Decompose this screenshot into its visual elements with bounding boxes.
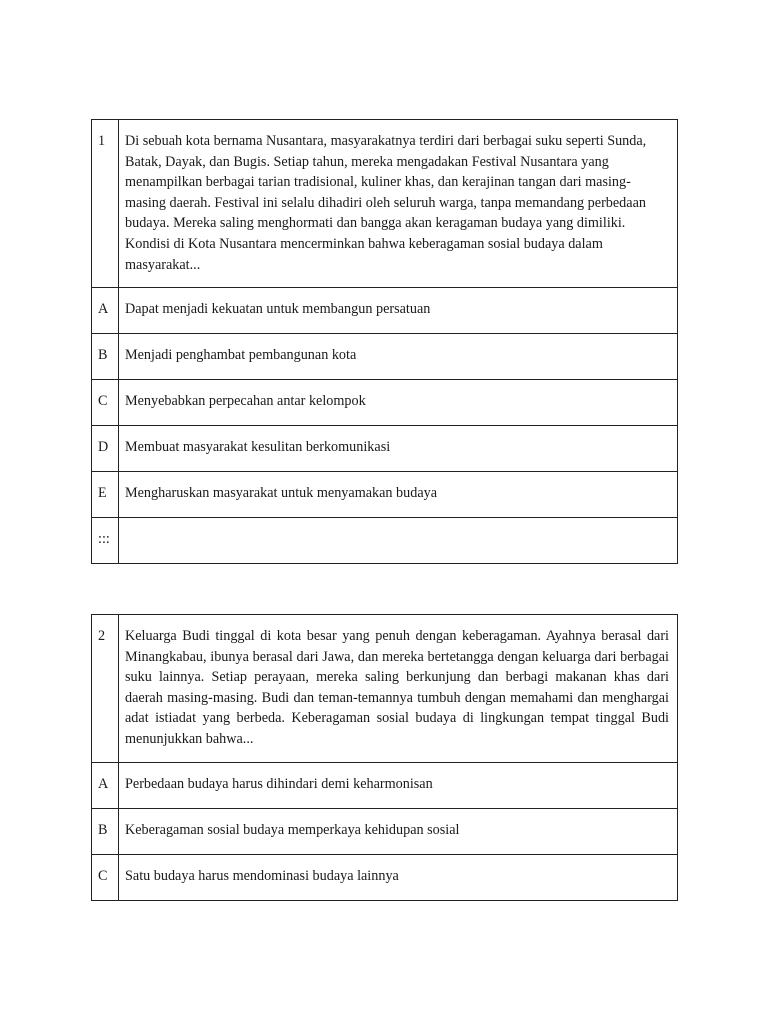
question-stem-row [92, 615, 678, 763]
question-stem: Di sebuah kota bernama Nusantara, masyarakatnya terdiri dari berbagai suku seperti Sunda, Batak, Dayak, dan Bugis. Setiap tahun, mereka mengadakan Festival Nusantara yang menampilkan berbagai tarian tradisional, kuliner khas, dan kerajinan tangan dari masing-masing daerah. Festival ini selalu dihadiri oleh seluruh warga, tanpa memandang perbedaan budaya. Mereka saling menghormati dan bangga akan keragaman budaya yang dimiliki. Kondisi di Kota Nusantara mencerminkan bahwa keberagaman sosial budaya dalam masyarakat... [119, 120, 678, 288]
option-text: Dapat menjadi kekuatan untuk membangun persatuan [119, 288, 678, 334]
question-number: 2 [92, 615, 119, 763]
option-row-d[interactable] [92, 426, 678, 472]
option-row-b[interactable] [92, 808, 678, 854]
option-row-a[interactable] [92, 288, 678, 334]
option-text: Membuat masyarakat kesulitan berkomunikasi [119, 426, 678, 472]
option-text: Menyebabkan perpecahan antar kelompok [119, 380, 678, 426]
option-text: Satu budaya harus mendominasi budaya lainnya [119, 854, 678, 900]
option-row-b[interactable] [92, 334, 678, 380]
option-letter: A [92, 762, 119, 808]
empty-option-cell [119, 518, 678, 564]
option-text: Keberagaman sosial budaya memperkaya kehidupan sosial [119, 808, 678, 854]
option-row-a[interactable] [92, 762, 678, 808]
question-stem: Keluarga Budi tinggal di kota besar yang penuh dengan keberagaman. Ayahnya berasal dari Minangkabau, ibunya berasal dari Jawa, dan mereka bertetangga dengan keluarga dari berbagai suku lainnya. Setiap perayaan, mereka saling berkunjung dan berbagi makanan khas dari daerah masing-masing. Budi dan teman-temannya tumbuh dengan memahami dan menghargai adat istiadat yang berbeda. Keberagaman sosial budaya di lingkungan tempat tinggal Budi menunjukkan bahwa... [119, 615, 678, 763]
option-letter: E [92, 472, 119, 518]
drag-handle-icon[interactable]: ::: [92, 518, 119, 564]
option-letter: C [92, 380, 119, 426]
option-letter: D [92, 426, 119, 472]
option-row-c[interactable] [92, 380, 678, 426]
option-text: Menjadi penghambat pembangunan kota [119, 334, 678, 380]
question-1-table [91, 119, 678, 564]
option-letter: A [92, 288, 119, 334]
option-row-c[interactable] [92, 854, 678, 900]
drag-handle-row[interactable] [92, 518, 678, 564]
question-2-table [91, 614, 678, 901]
question-stem-row [92, 120, 678, 288]
option-row-e[interactable] [92, 472, 678, 518]
question-number: 1 [92, 120, 119, 288]
option-letter: C [92, 854, 119, 900]
option-text: Perbedaan budaya harus dihindari demi keharmonisan [119, 762, 678, 808]
option-letter: B [92, 334, 119, 380]
option-letter: B [92, 808, 119, 854]
option-text: Mengharuskan masyarakat untuk menyamakan budaya [119, 472, 678, 518]
